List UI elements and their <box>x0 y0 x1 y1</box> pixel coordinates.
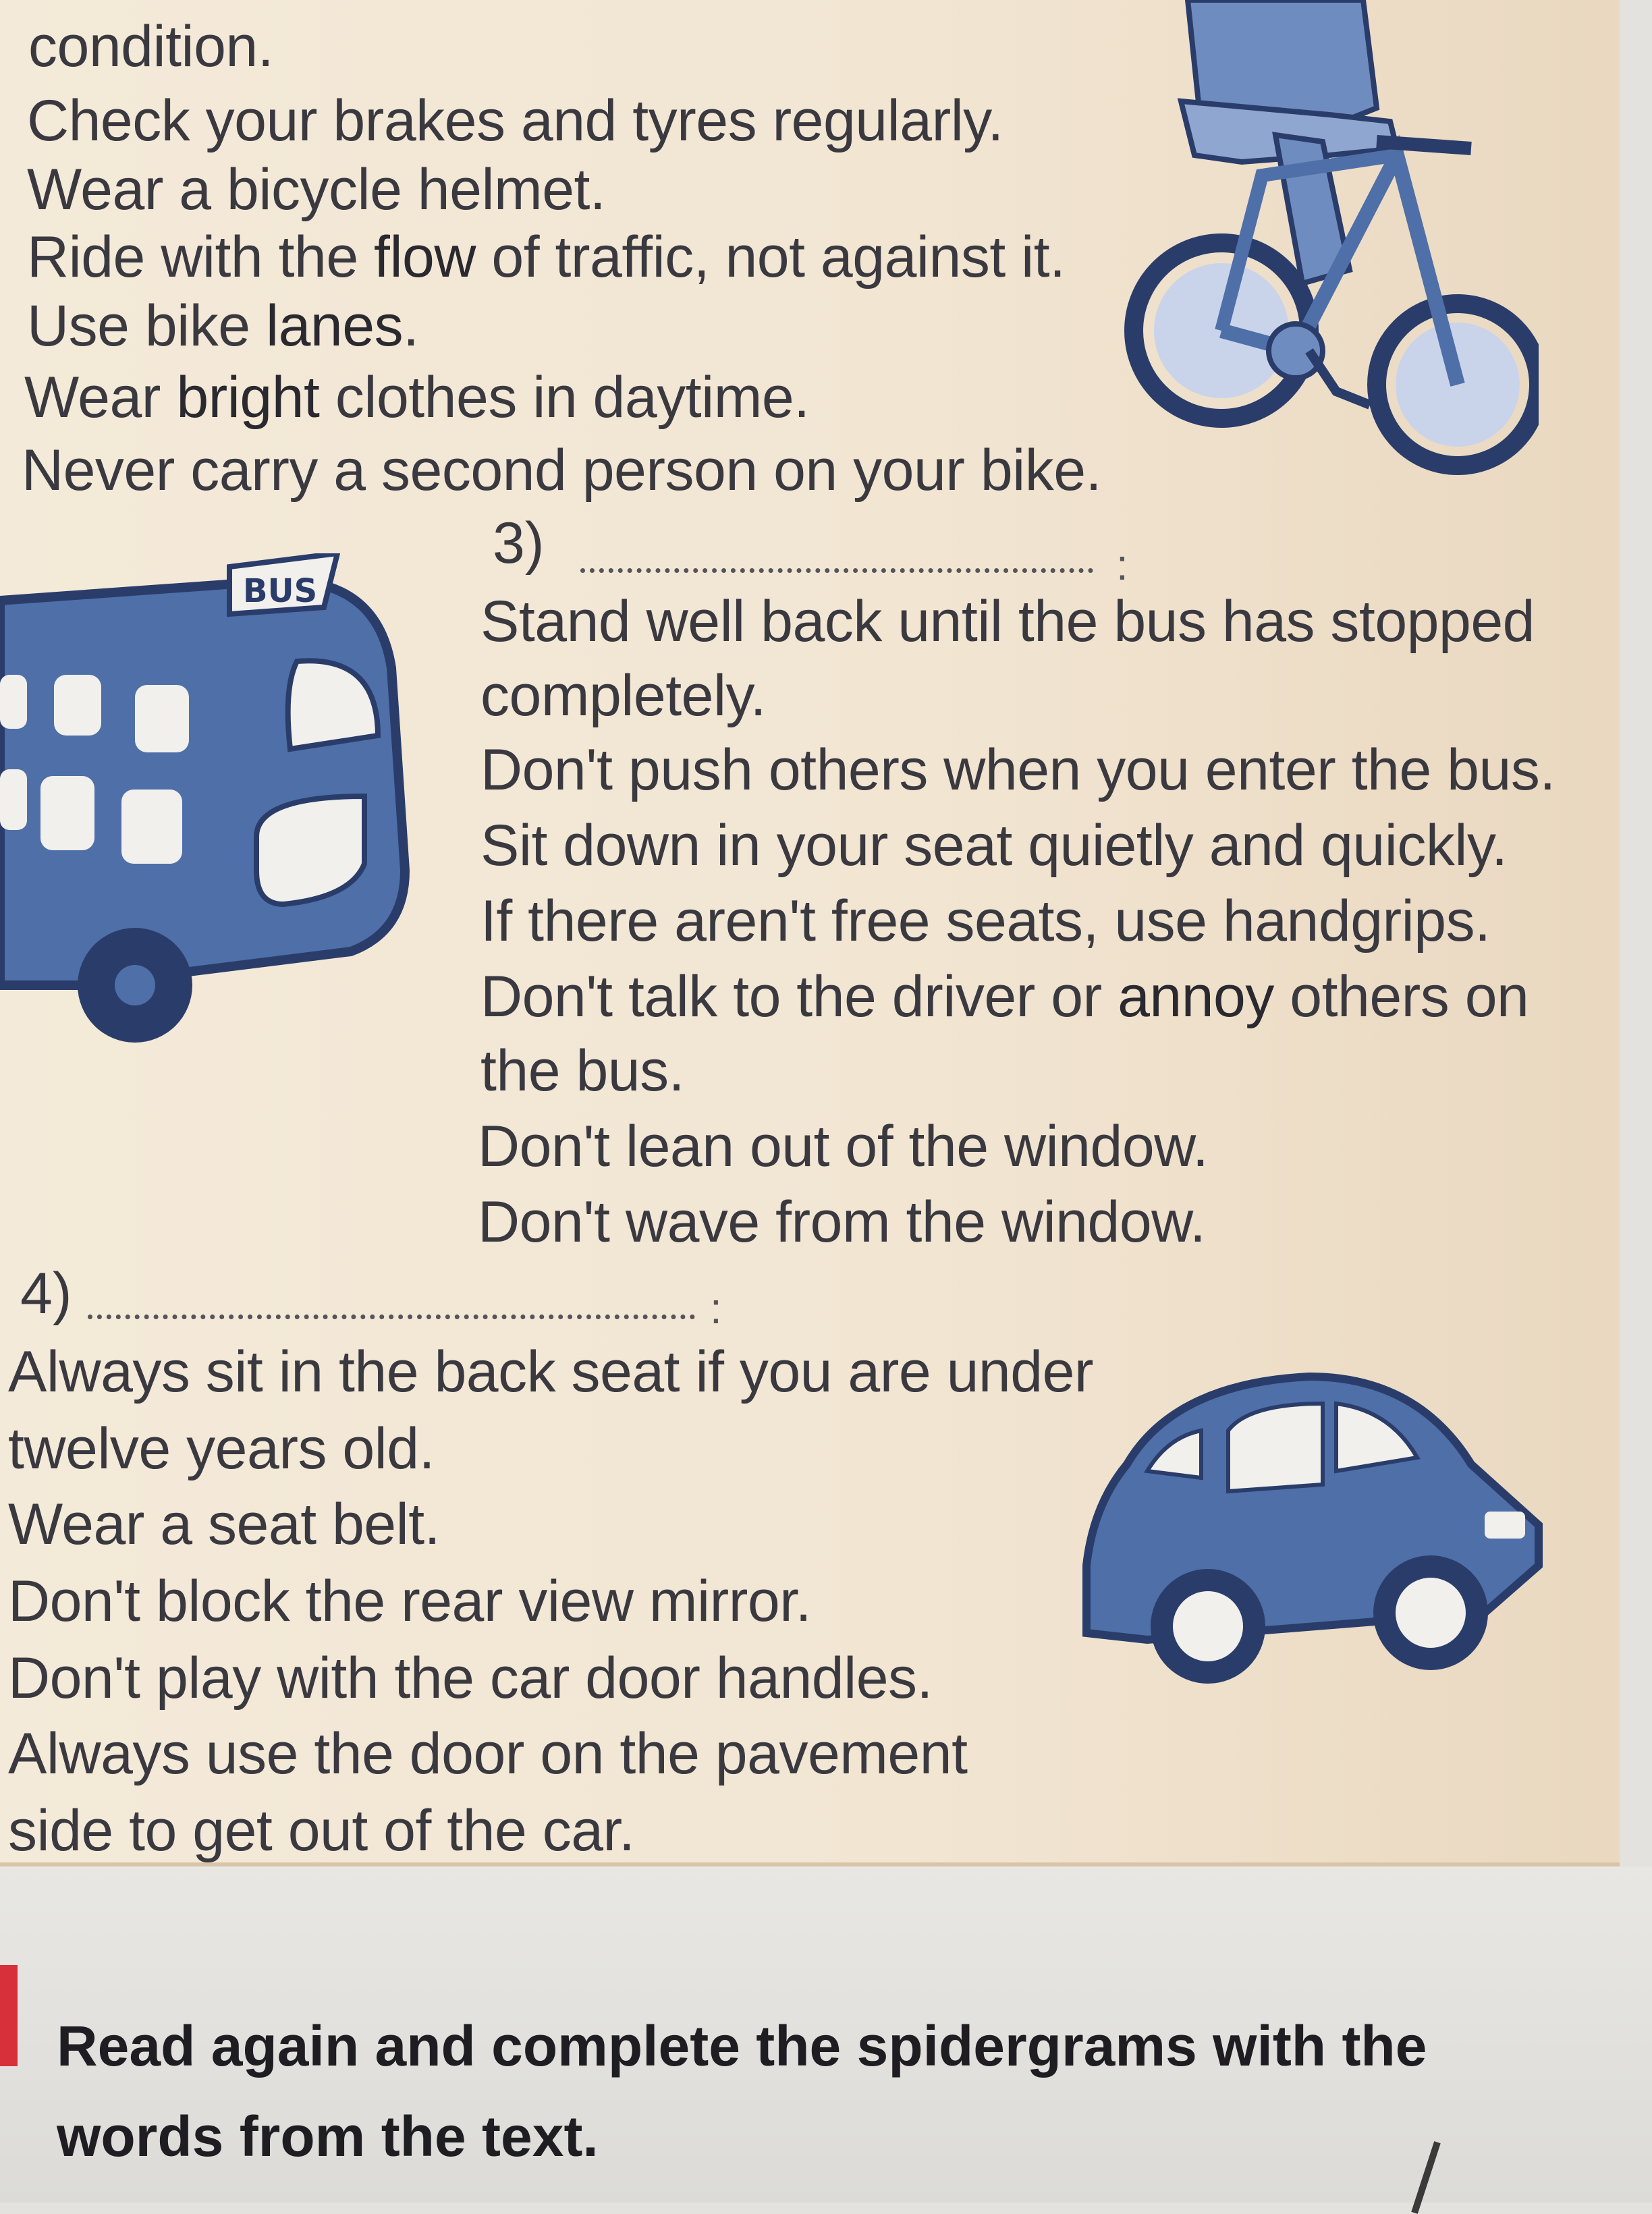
rule-bike-2: Wear a bicycle helmet. <box>27 157 606 222</box>
rule-car-2: twelve years old. <box>8 1416 435 1481</box>
section-4-number: 4) <box>20 1261 72 1326</box>
rule-bike-5: Wear bright clothes in daytime. <box>24 365 810 430</box>
bus-illustration <box>0 553 432 1066</box>
rule-bike-6: Never carry a second person on your bike. <box>22 438 1101 503</box>
rule-bus-2: completely. <box>480 663 767 728</box>
section-3-blank[interactable] <box>580 568 1093 573</box>
bus-sign: BUS <box>243 572 318 610</box>
task-line-2: words from the text. <box>57 2105 599 2168</box>
rule-bike-3: Ride with the flow of traffic, not against it. <box>27 225 1066 289</box>
rule-car-1: Always sit in the back seat if you are under <box>8 1339 1094 1404</box>
rule-bus-1: Stand well back until the bus has stopped <box>480 589 1535 654</box>
task-line-1: Read again and complete the spidergrams with the <box>57 2014 1427 2078</box>
task-marker <box>0 1965 18 2066</box>
rule-bus-4: Sit down in your seat quietly and quickly. <box>480 813 1508 878</box>
section-3-colon: : <box>1116 541 1128 589</box>
rule-bus-7: the bus. <box>480 1039 684 1103</box>
rule-car-3: Wear a seat belt. <box>8 1492 441 1557</box>
rule-bike-1: Check your brakes and tyres regularly. <box>27 88 1003 153</box>
car-illustration <box>1066 1363 1579 1700</box>
rule-bus-8: Don't lean out of the window. <box>478 1114 1209 1179</box>
section-4-colon: : <box>710 1284 722 1333</box>
rule-car-7: side to get out of the car. <box>8 1798 635 1863</box>
rule-car-6: Always use the door on the pavement <box>8 1721 968 1786</box>
cyclist-illustration <box>1107 0 1539 513</box>
rule-bus-5: If there aren't free seats, use handgrips. <box>480 889 1491 953</box>
fragment-condition: condition. <box>28 14 274 79</box>
section-4-blank[interactable] <box>88 1314 695 1319</box>
rule-bus-3: Don't push others when you enter the bus. <box>480 738 1555 802</box>
section-3-number: 3) <box>493 511 545 576</box>
rule-bike-4: Use bike lanes. <box>27 294 419 358</box>
rule-bus-9: Don't wave from the window. <box>478 1190 1206 1254</box>
rule-car-5: Don't play with the car door handles. <box>8 1646 933 1711</box>
rule-car-4: Don't block the rear view mirror. <box>8 1569 811 1634</box>
rule-bus-6: Don't talk to the driver or annoy others on <box>480 964 1529 1029</box>
